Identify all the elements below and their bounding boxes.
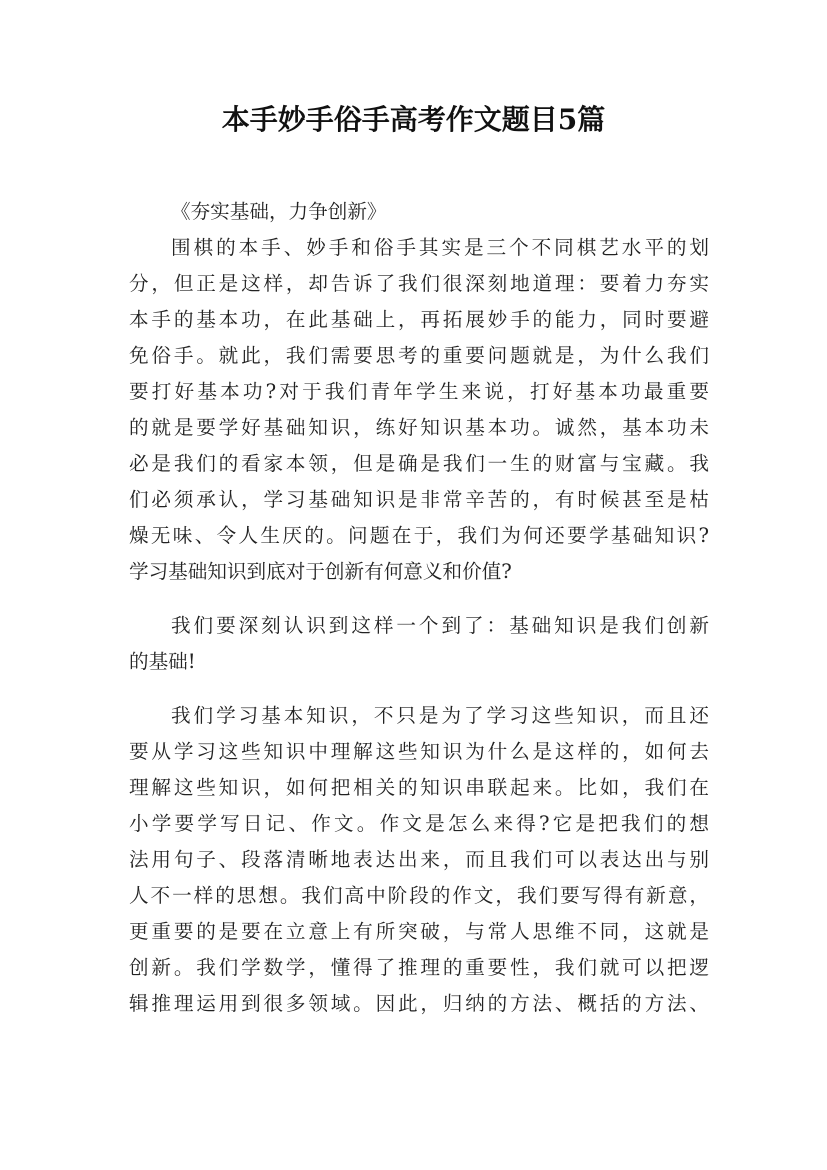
- text-line: 们必须承认，学习基础知识是非常辛苦的，有时候甚至是枯: [129, 488, 709, 511]
- subtitle-line: 《夯实基础，力争创新》: [171, 200, 387, 223]
- text-line: 法用句子、段落清晰地表达出来，而且我们可以表达出与别: [129, 848, 709, 871]
- text-line: 学习基础知识到底对于创新有何意义和价值?: [129, 560, 512, 583]
- text-line: 要从学习这些知识中理解这些知识为什么是这样的，如何去: [129, 740, 709, 763]
- text-line: 燥无味、令人生厌的。问题在于，我们为何还要学基础知识?: [129, 524, 709, 547]
- text-line: 分，但正是这样，却告诉了我们很深刻地道理：要着力夯实: [129, 272, 709, 295]
- text-line: 要打好基本功?对于我们青年学生来说，打好基本功最重要: [129, 380, 709, 403]
- text-line: 我们要深刻认识到这样一个到了：基础知识是我们创新: [171, 614, 709, 637]
- text-line: 创新。我们学数学，懂得了推理的重要性，我们就可以把逻: [129, 956, 709, 979]
- text-line: 我们学习基本知识，不只是为了学习这些知识，而且还: [171, 704, 709, 727]
- text-line: 的基础!: [129, 650, 196, 673]
- text-line: 更重要的是要在立意上有所突破，与常人思维不同，这就是: [129, 920, 709, 943]
- text-line: 必是我们的看家本领，但是确是我们一生的财富与宝藏。我: [129, 452, 709, 475]
- text-line: 本手的基本功，在此基础上，再拓展妙手的能力，同时要避: [129, 308, 709, 331]
- text-line: 理解这些知识，如何把相关的知识串联起来。比如，我们在: [129, 776, 709, 799]
- text-line: 围棋的本手、妙手和俗手其实是三个不同棋艺水平的划: [171, 236, 709, 259]
- text-line: 人不一样的思想。我们高中阶段的作文，我们要写得有新意，: [129, 884, 709, 907]
- document-title: 本手妙手俗手高考作文题目5篇: [221, 103, 606, 136]
- text-line: 的就是要学好基础知识，练好知识基本功。诚然，基本功未: [129, 416, 709, 439]
- text-line: 小学要学写日记、作文。作文是怎么来得?它是把我们的想: [129, 812, 709, 835]
- text-line: 辑推理运用到很多领域。因此，归纳的方法、概括的方法、: [129, 992, 709, 1015]
- text-line: 免俗手。就此，我们需要思考的重要问题就是，为什么我们: [129, 344, 709, 367]
